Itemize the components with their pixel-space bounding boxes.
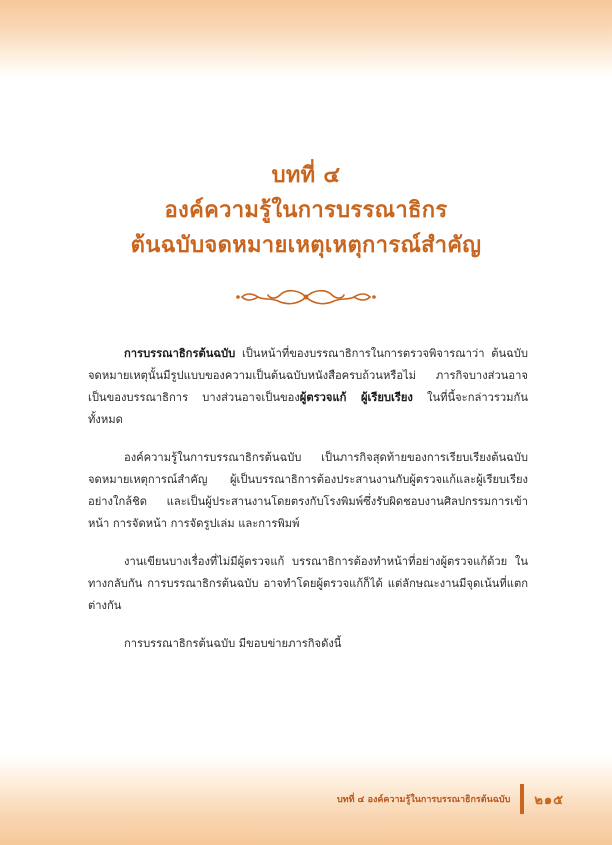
page-footer [337,785,564,813]
paragraph-2 [88,447,528,535]
chapter-number: บทที่ ๔ [271,163,341,188]
paragraph-1 [88,343,528,431]
roles-bold: ผู้ตรวจแก้ ผู้เรียบเรียง [299,391,413,404]
paragraph-1-text-a: เป็นหน้าที่ของบรรณาธิการในการตรวจพิจารณาว่า ต้นฉบับจดหมายเหตุนั้นมีรูปแบบของความเป็นต้นฉบับหนังสือครบถ้วนหรือไม่ ภารกิจบางส่วนอาจเป็นของบรรณาธิการ บางส่วนอาจเป็นของ [88,347,528,404]
paragraph-1-text-b: ในที่นี้จะกล่าวรวมกันทั้งหมด [88,391,528,426]
chapter-title-block [0,158,612,263]
body-content [88,343,528,671]
paragraph-2-text: องค์ความรู้ในการบรรณาธิกรต้นฉบับ เป็นภารกิจสุดท้ายของการเรียบเรียงต้นฉบับจดหมายเหตุการณ์สำคัญ ผู้เป็นบรรณาธิการต้องประสานงานกับผู้ตรวจแก้และผู้เรียบเรียงอย่างใกล้ชิด และเป็นผู้ประสานงานโดยตรงกับโรงพิมพ์ซึ่งรับผิดชอบงานศิลปกรรมการเข้าหน้า การจัดหน้า การจัดรูปเล่ม และการพิมพ์ [88,451,528,530]
header-decorative-band [0,0,612,78]
paragraph-3 [88,551,528,617]
running-title: บทที่ ๔ องค์ความรู้ในการบรรณาธิกรต้นฉบับ [336,795,511,805]
scroll-flourish-ornament-icon [232,285,380,309]
footer-divider [520,784,524,814]
term-bold: การบรรณาธิกรต้นฉบับ [124,347,236,360]
chapter-title-line-2: ต้นฉบับจดหมายเหตุเหตุการณ์สำคัญ [130,233,482,258]
paragraph-4: การบรรณาธิกรต้นฉบับ มีขอบข่ายภารกิจดังนี้ [124,637,342,650]
paragraph-3-text: งานเขียนบางเรื่องที่ไม่มีผู้ตรวจแก้ บรรณาธิการต้องทำหน้าที่อย่างผู้ตรวจแก้ด้วย ในทางกลับกัน การบรรณาธิกรต้นฉบับ อาจทำโดยผู้ตรวจแก้ก็ได้ แต่ลักษณะงานมีจุดเน้นที่แตกต่างกัน [88,555,528,612]
page-number: ๒๑๕ [534,792,564,808]
chapter-title-line-1: องค์ความรู้ในการบรรณาธิกร [164,198,448,223]
